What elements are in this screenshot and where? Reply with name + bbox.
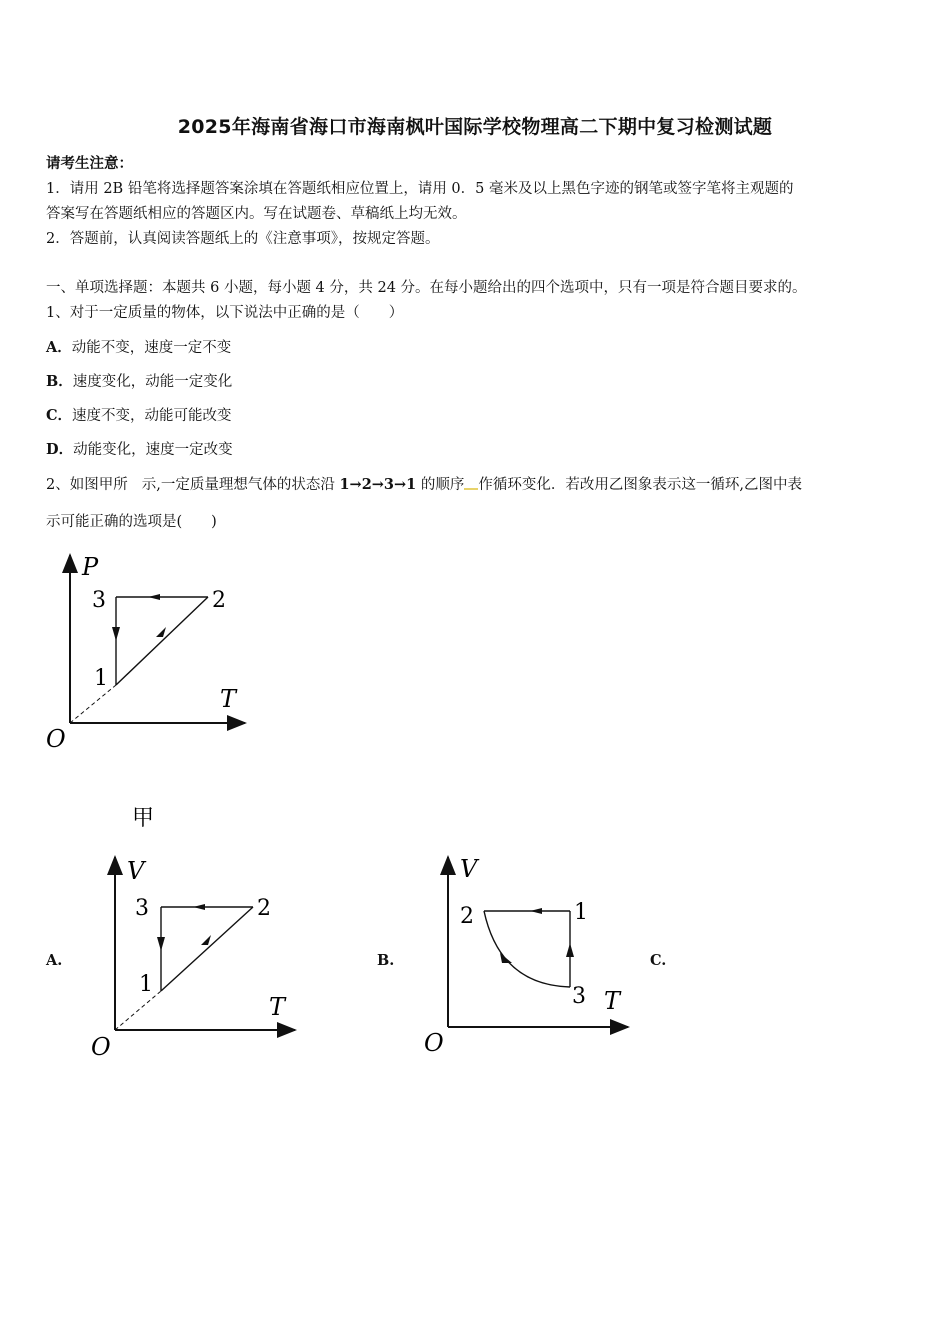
origin-label: O [91, 1033, 111, 1061]
stem-part: 的顺序 [420, 477, 465, 493]
question-1-option-d [46, 438, 233, 459]
dashed-extension [115, 991, 161, 1030]
question-1-option-c [46, 404, 232, 425]
question-2-option-b-label: B. [377, 952, 395, 969]
page-title: 2025年海南省海口市海南枫叶国际学校物理高二下期中复习检测试题 [177, 116, 773, 138]
option-label: B． [46, 373, 73, 390]
arrow-3-1 [566, 943, 574, 957]
option-a-vt-diagram [85, 845, 305, 1065]
arrow-2-3 [500, 953, 512, 963]
point-label-1: 1 [139, 972, 153, 997]
origin-label: O [46, 725, 66, 753]
point-label-2: 2 [460, 904, 474, 929]
question-1-stem: 1、对于一定质量的物体，以下说法中正确的是（ ） [46, 305, 404, 321]
stem-part: 作循环变化．若改用乙图象表示这一循环,乙图中表 [478, 477, 802, 493]
point-label-1: 1 [94, 666, 108, 691]
question-2-stem [46, 473, 802, 494]
notice-line-1a: 1．请用 2B 铅笔将选择题答案涂填在答题纸相应位置上，请用 0．5 毫米及以上黑色字迹的钢笔或签字笔将主观题的 [46, 181, 794, 197]
question-1-option-b [46, 370, 232, 391]
highlight-mark [464, 480, 478, 490]
stem-part: 2、如图甲所 [46, 477, 128, 493]
stem-part: 示,一定质量理想气体的状态沿 [141, 477, 335, 493]
x-axis-label: T [269, 993, 286, 1021]
arrow-1-2 [530, 908, 542, 914]
option-text: 动能不变，速度一定不变 [71, 340, 232, 356]
x-axis-label: T [604, 987, 621, 1015]
arrow-3-1 [112, 627, 120, 641]
question-1-option-a [46, 336, 231, 357]
option-text: 速度变化，动能一定变化 [72, 374, 233, 390]
arrow-2-3 [148, 594, 160, 600]
arrow-1-2 [156, 627, 166, 637]
option-label: A． [46, 339, 72, 356]
figure-caption: 甲 [132, 806, 155, 831]
option-text: 速度不变，动能可能改变 [72, 408, 232, 424]
arrow-2-3 [193, 904, 205, 910]
y-axis-label: V [460, 855, 478, 883]
question-2-option-a-label: A. [46, 952, 63, 969]
option-label: C． [46, 407, 73, 424]
section-header: 一、单项选择题：本题共 6 小题，每小题 4 分，共 24 分。在每小题给出的四个选项中，只有一项是符合题目要求的。 [46, 280, 807, 296]
point-label-3: 3 [135, 896, 149, 921]
origin-label: O [424, 1029, 444, 1057]
question-2-stem-line2: 示可能正确的选项是( ) [46, 514, 217, 530]
notice-line-2: 2．答题前，认真阅读答题纸上的《注意事项》，按规定答题。 [46, 231, 440, 247]
arrow-3-1 [157, 937, 165, 951]
x-axis-label: T [220, 685, 237, 713]
dashed-extension [70, 685, 116, 723]
question-2-option-c-label: C. [650, 952, 667, 969]
point-label-2: 2 [212, 588, 226, 613]
y-axis-label: P [82, 553, 99, 581]
stem-sequence: 1→2→3→1 [339, 476, 417, 493]
option-text: 动能变化，速度一定改变 [73, 442, 233, 458]
point-label-3: 3 [572, 984, 586, 1009]
point-label-1: 1 [574, 900, 588, 925]
point-label-2: 2 [257, 896, 271, 921]
notice-heading: 请考生注意： [46, 155, 133, 172]
option-b-vt-diagram [420, 845, 640, 1065]
point-label-3: 3 [92, 588, 106, 613]
option-label: D． [46, 441, 74, 458]
figure-jia-pt-diagram [40, 545, 260, 835]
arrow-1-2 [201, 935, 211, 945]
y-axis-label: V [127, 857, 145, 885]
path-2-3 [484, 911, 570, 987]
notice-line-1b: 答案写在答题纸相应的答题区内。写在试题卷、草稿纸上均无效。 [46, 206, 467, 222]
path-1-2 [116, 597, 208, 685]
path-1-2 [161, 907, 253, 991]
